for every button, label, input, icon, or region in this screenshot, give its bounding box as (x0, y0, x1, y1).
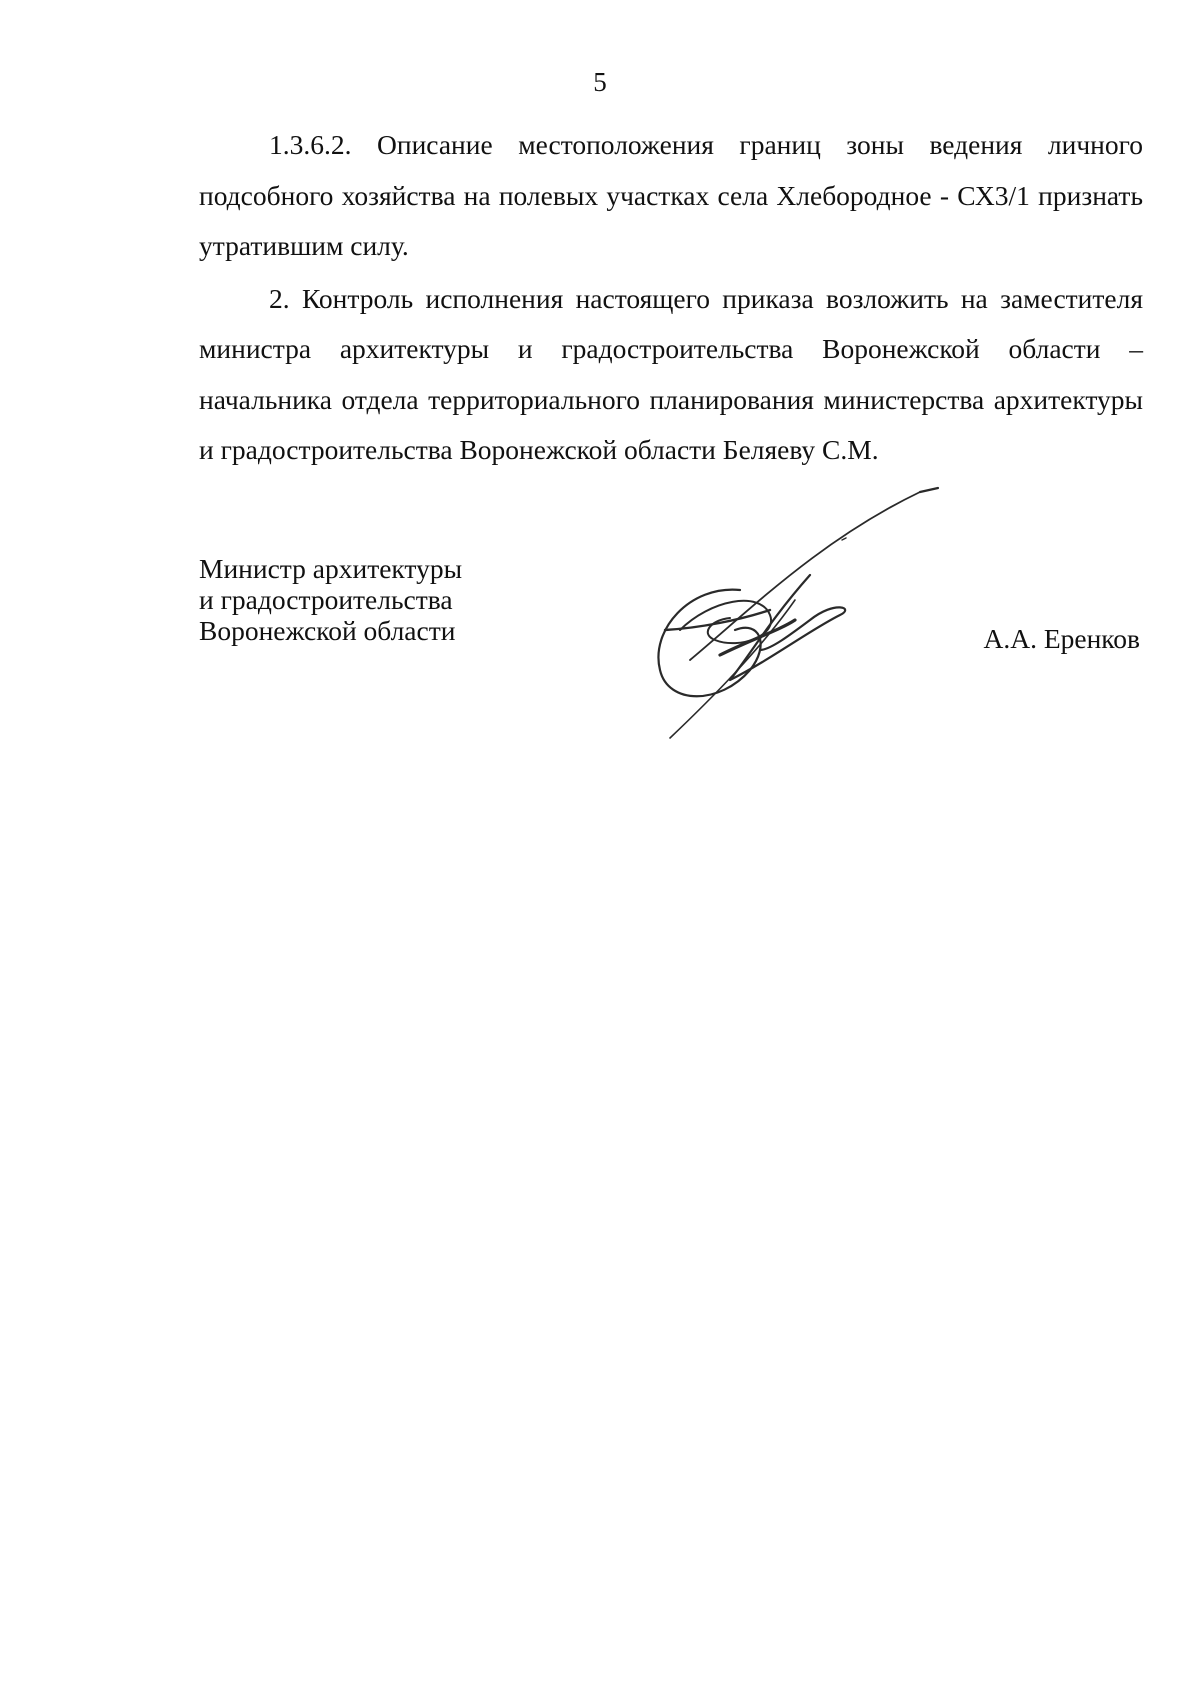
position-line-3: Воронежской области (199, 615, 456, 646)
signature-flourish-tail (920, 488, 938, 492)
paragraph-2: 2. Контроль исполнения настоящего приказа возложить на заместителя министра архитектуры и градостроительства Воронежской области – начальника отдела территориального планирования министерства архитектуры и градостроительства Воронежской области Беляеву С.М. (199, 282, 1143, 465)
position-line-2: и градостроительства (199, 584, 453, 615)
handwritten-signature (620, 480, 1000, 740)
document-body (199, 120, 1143, 476)
signatory-name: А.А. Еренков (983, 623, 1140, 654)
position-line-1: Министр архитектуры (199, 553, 463, 584)
signatory-position (199, 553, 462, 646)
signature-tick-mark (842, 538, 846, 540)
page-number: 5 (593, 67, 607, 97)
paragraph-1-3-6-2: 1.3.6.2. Описание местоположения границ зоны ведения личного подсобного хозяйства на полевых участках села Хлебородное - СХ3/1 признать утратившим силу. (199, 129, 1143, 261)
